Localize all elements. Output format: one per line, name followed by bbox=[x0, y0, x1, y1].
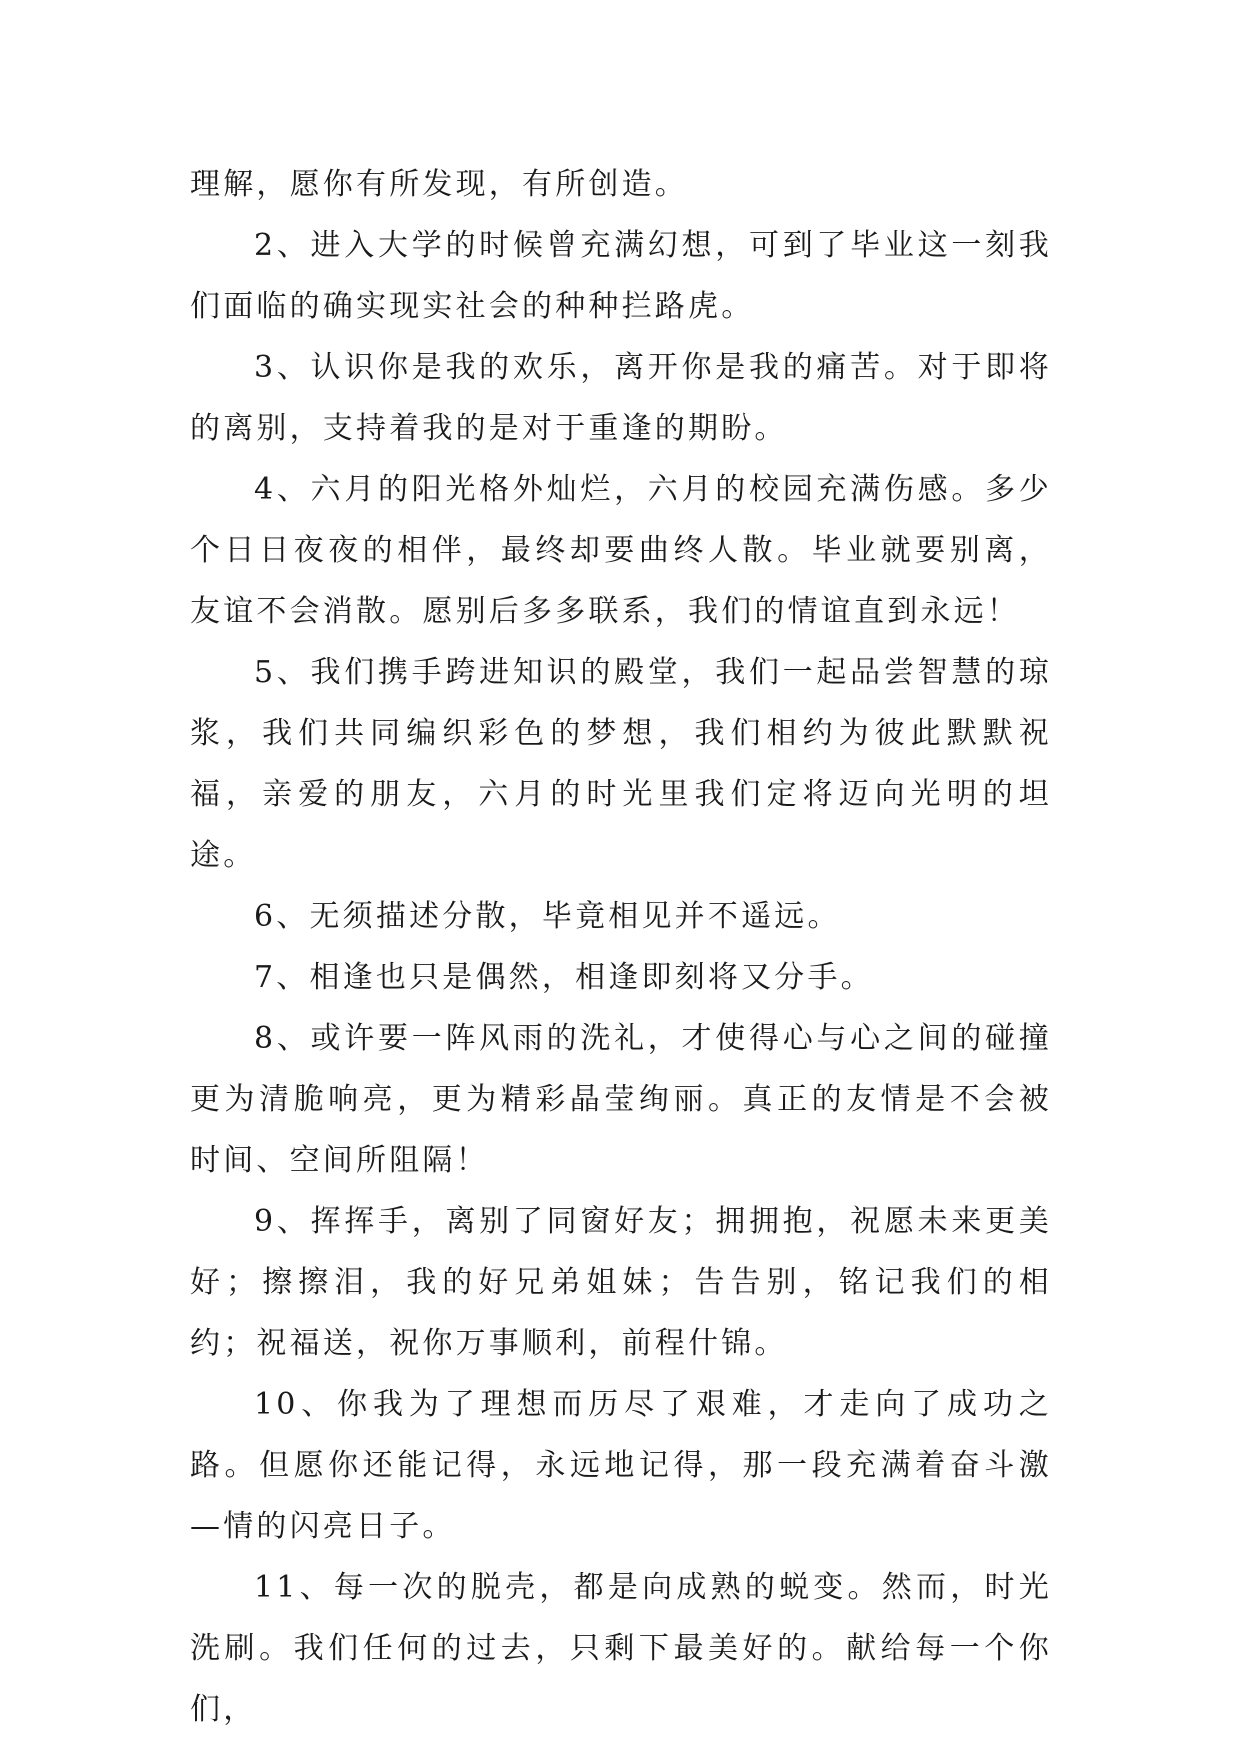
paragraph-10: 10、你我为了理想而历尽了艰难，才走向了成功之路。但愿你还能记得，永远地记得，那一段充满着奋斗激—情的闪亮日子。 bbox=[190, 1387, 1052, 1544]
paragraph-7: 7、相逢也只是偶然，相逢即刻将又分手。 bbox=[254, 960, 874, 995]
paragraph-5: 5、我们携手跨进知识的殿堂，我们一起品尝智慧的琼浆，我们共同编织彩色的梦想，我们相约为彼此默默祝福，亲爱的朋友，六月的时光里我们定将迈向光明的坦途。 bbox=[190, 655, 1052, 873]
document-body bbox=[190, 154, 1052, 1740]
paragraph-1: 理解，愿你有所发现，有所创造。 bbox=[190, 167, 688, 202]
paragraph-11: 11、每一次的脱壳，都是向成熟的蜕变。然而，时光洗刷。我们任何的过去，只剩下最美好的。献给每一个你们， bbox=[190, 1570, 1052, 1727]
paragraph-4: 4、六月的阳光格外灿烂，六月的校园充满伤感。多少个日日夜夜的相伴，最终却要曲终人散。毕业就要别离，友谊不会消散。愿别后多多联系，我们的情谊直到永远！ bbox=[190, 472, 1052, 629]
paragraph-2: 2、进入大学的时候曾充满幻想，可到了毕业这一刻我们面临的确实现实社会的种种拦路虎。 bbox=[190, 228, 1052, 324]
paragraph-8: 8、或许要一阵风雨的洗礼，才使得心与心之间的碰撞更为清脆响亮，更为精彩晶莹绚丽。真正的友情是不会被时间、空间所阻隔！ bbox=[190, 1021, 1052, 1178]
paragraph-9: 9、挥挥手，离别了同窗好友；拥拥抱，祝愿未来更美好；擦擦泪，我的好兄弟姐妹；告告别，铭记我们的相约；祝福送，祝你万事顺利，前程什锦。 bbox=[190, 1204, 1052, 1361]
paragraph-3: 3、认识你是我的欢乐，离开你是我的痛苦。对于即将的离别，支持着我的是对于重逢的期盼。 bbox=[190, 350, 1052, 446]
paragraph-6: 6、无须描述分散，毕竟相见并不遥远。 bbox=[254, 899, 841, 934]
